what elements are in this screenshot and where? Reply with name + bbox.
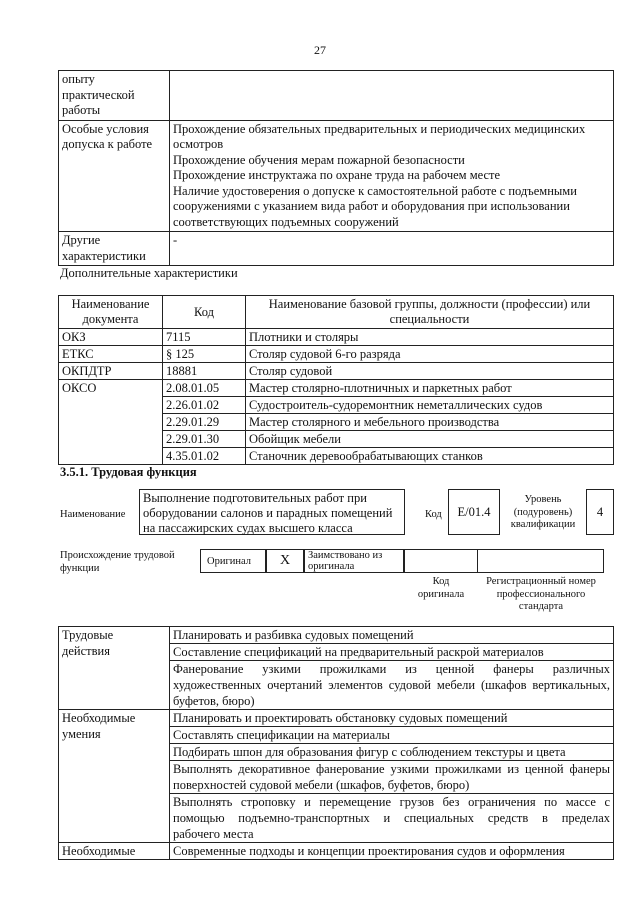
item-line: Составление спецификаций на предварительный раскрой материалов <box>173 645 544 659</box>
header-document: Наименование документа <box>59 296 163 329</box>
row-label-line: опыту <box>62 72 95 86</box>
additional-characteristics-table <box>58 295 614 465</box>
code-cell: 18881 <box>163 363 246 380</box>
function-name-box <box>139 489 405 535</box>
level-label-line: (подуровень) <box>513 506 573 518</box>
reg-number-line: профессионального <box>496 588 586 600</box>
group-name-cell: Мастер столярного и мебельного производства <box>246 414 614 431</box>
item-line: буфетов, бюро) <box>173 694 255 708</box>
table-row <box>59 380 614 397</box>
group-name-cell: Станочник деревообрабатывающих станков <box>246 448 614 465</box>
table-row <box>59 710 614 727</box>
reg-number-line: стандарта <box>518 601 564 612</box>
table-row <box>59 346 614 363</box>
row-label <box>59 627 170 710</box>
condition-line: соответствующих подъемных сооружений <box>173 214 399 229</box>
row-label <box>59 232 170 266</box>
table-row <box>59 71 614 121</box>
row-content <box>170 232 614 266</box>
group-name-cell: Мастер столярно-плотничных и паркетных работ <box>246 380 614 397</box>
borrowed-label-line: оригинала <box>308 561 355 572</box>
row-content <box>170 644 614 661</box>
table-row <box>59 414 614 431</box>
table-row <box>59 329 614 346</box>
row-content <box>170 710 614 727</box>
code-cell: § 125 <box>163 346 246 363</box>
code-cell: 2.29.01.30 <box>163 431 246 448</box>
code-original-cell <box>404 549 478 573</box>
item-line: Выполнять декоративное фанерование узкими прожилками из ценной фанеры <box>173 762 610 776</box>
group-name-cell: Обойщик мебели <box>246 431 614 448</box>
borrowed-cell <box>304 549 404 573</box>
group-name-cell: Столяр судовой <box>246 363 614 380</box>
document-cell <box>59 397 163 414</box>
condition-line: осмотров <box>173 137 224 151</box>
original-mark-cell: X <box>266 549 304 573</box>
row-label-line: практической <box>62 87 135 102</box>
code-cell: 4.35.01.02 <box>163 448 246 465</box>
row-content <box>170 761 614 794</box>
table-row <box>59 363 614 380</box>
document-cell: ОКЗ <box>59 329 163 346</box>
document-cell: ОКСО <box>59 380 163 397</box>
code-original-line: оригинала <box>417 588 465 600</box>
row-label-line: Необходимые <box>62 844 136 858</box>
condition-line: Наличие удостоверения о допуске к самостоятельной работе с подъемными <box>173 183 577 198</box>
row-label-line: умения <box>62 727 101 741</box>
document-cell <box>59 431 163 448</box>
condition-line: Прохождение обязательных предварительных и периодических медицинских <box>173 121 586 136</box>
additional-characteristics-title: Дополнительные характеристики <box>60 266 238 280</box>
level-label <box>503 494 583 532</box>
row-label-line: характеристики <box>62 248 146 263</box>
group-name-cell: Плотники и столяры <box>246 329 614 346</box>
row-label-line: Трудовые <box>62 628 114 642</box>
item-line: Планировать и проектировать обстановку судовых помещений <box>173 711 508 725</box>
item-line: Выполнять строповку и перемещение грузов без ограничения по массе с <box>173 795 610 809</box>
section-title: 3.5.1. Трудовая функция <box>60 465 197 479</box>
level-label-line: Уровень <box>524 494 562 505</box>
document-cell <box>59 448 163 465</box>
code-original-label <box>404 576 478 601</box>
row-content <box>170 71 614 121</box>
table-header-row <box>59 296 614 329</box>
group-name-cell: Судостроитель-судоремонтник неметаллических судов <box>246 397 614 414</box>
row-content <box>170 120 614 232</box>
code-cell: 7115 <box>163 329 246 346</box>
document-cell: ОКПДТР <box>59 363 163 380</box>
row-label-line: Необходимые <box>62 711 136 725</box>
code-label: Код <box>425 509 442 520</box>
table-row <box>59 448 614 465</box>
code-cell: 2.08.01.05 <box>163 380 246 397</box>
item-line: Фанерование узкими прожилками из ценной фанеры различных <box>173 662 610 676</box>
row-content <box>170 727 614 744</box>
row-label <box>59 843 170 860</box>
document-cell <box>59 414 163 431</box>
code-cell: 2.26.01.02 <box>163 397 246 414</box>
row-label-line: допуска к работе <box>62 137 153 151</box>
table-row <box>59 431 614 448</box>
labor-function-table <box>58 626 614 860</box>
condition-line: - <box>173 233 178 247</box>
origin-label-line: функции <box>60 562 100 574</box>
group-name-cell: Столяр судовой 6-го разряда <box>246 346 614 363</box>
row-content <box>170 627 614 644</box>
code-original-line: Код <box>432 576 450 587</box>
table-row <box>59 120 614 232</box>
header-code: Код <box>163 296 246 329</box>
item-line: Подбирать шпон для образования фигур с соблюдением текстуры и цвета <box>173 745 566 759</box>
function-name-line: оборудовании салонов и парадных помещений <box>143 506 393 520</box>
item-line: Составлять спецификации на материалы <box>173 728 390 742</box>
table-row <box>59 232 614 266</box>
row-content <box>170 794 614 843</box>
header-group-name: Наименование базовой группы, должности (профессии) или специальности <box>246 296 614 329</box>
name-label: Наименование <box>60 509 126 520</box>
page-number: 27 <box>314 43 326 57</box>
row-label-line: работы <box>62 103 101 117</box>
condition-line: Прохождение инструктажа по охране труда на рабочем месте <box>173 168 501 182</box>
item-line: Планировать и разбивка судовых помещений <box>173 628 414 642</box>
item-line: рабочего места <box>173 827 254 841</box>
qualification-requirements-table <box>58 70 614 266</box>
function-name-line: Выполнение подготовительных работ при <box>143 491 367 505</box>
table-row <box>59 397 614 414</box>
item-line: Современные подходы и концепции проектирования судов и оформления <box>173 844 565 858</box>
row-content <box>170 744 614 761</box>
table-row <box>59 843 614 860</box>
code-cell: 2.29.01.29 <box>163 414 246 431</box>
item-line: поверхностей судовой мебели (шкафов, буфетов, бюро) <box>173 778 470 792</box>
level-label-line: квалификации <box>510 519 576 530</box>
function-name-line: на пассажирских судах высшего класса <box>143 521 353 535</box>
item-line: помощью подъемно-транспортных и специальных средств в пределах <box>173 811 610 825</box>
row-content <box>170 661 614 710</box>
reg-number-line: Регистрационный номер <box>486 576 596 587</box>
borrowed-label-line: Заимствовано из <box>308 550 383 561</box>
condition-line: Прохождение обучения мерам пожарной безопасности <box>173 152 465 167</box>
table-row <box>59 627 614 644</box>
level-value-box: 4 <box>586 489 614 535</box>
origin-label <box>60 550 175 575</box>
row-label <box>59 710 170 843</box>
row-label-line: Другие <box>62 233 101 247</box>
code-value-box: E/01.4 <box>448 489 500 535</box>
item-line: художественных очертаний элементов судовой мебели (шкафов вертикальных, <box>173 678 610 692</box>
row-label <box>59 71 170 121</box>
row-label-line: действия <box>62 644 110 658</box>
origin-label-line: Происхождение трудовой <box>60 550 175 561</box>
document-cell: ЕТКС <box>59 346 163 363</box>
row-label <box>59 120 170 232</box>
original-cell: Оригинал <box>200 549 266 573</box>
row-content <box>170 843 614 860</box>
row-label-line: Особые условия <box>62 121 149 136</box>
reg-number-label <box>478 576 604 614</box>
condition-line: сооружениями с указанием вида работ и оборудования при использовании <box>173 199 570 213</box>
